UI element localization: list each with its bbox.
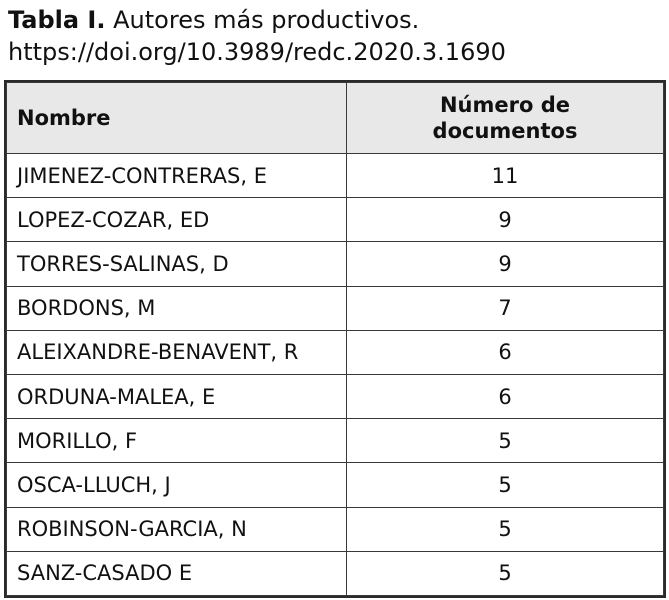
table-body: [7, 154, 664, 596]
author-name-cell: TORRES-SALINAS, D: [7, 242, 347, 286]
author-name-cell: BORDONS, M: [7, 286, 347, 330]
author-name-cell: OSCA-LLUCH, J: [7, 463, 347, 507]
header-count-line2: documentos: [432, 119, 578, 143]
table-row: [7, 154, 664, 198]
caption-title-line: [8, 4, 506, 36]
header-row: [7, 83, 664, 154]
header-count-line1: Número de: [439, 93, 571, 117]
author-name-cell: ALEIXANDRE-BENAVENT, R: [7, 330, 347, 374]
table-row: [7, 507, 664, 551]
table-row: [7, 419, 664, 463]
table-caption: [8, 4, 506, 68]
author-name-cell: ROBINSON-GARCIA, N: [7, 507, 347, 551]
table-row: [7, 242, 664, 286]
author-name-cell: MORILLO, F: [7, 419, 347, 463]
document-count-cell: 9: [347, 198, 664, 242]
table-row: [7, 551, 664, 595]
table-row: [7, 374, 664, 418]
document-count-cell: 5: [347, 551, 664, 595]
document-count-cell: 6: [347, 330, 664, 374]
table-row: [7, 463, 664, 507]
caption-doi: https://doi.org/10.3989/redc.2020.3.1690: [8, 38, 506, 66]
author-name-cell: SANZ-CASADO E: [7, 551, 347, 595]
authors-table-wrapper: [4, 80, 666, 598]
document-count-cell: 7: [347, 286, 664, 330]
author-name-cell: ORDUNA-MALEA, E: [7, 374, 347, 418]
authors-table: [6, 82, 664, 596]
document-count-cell: 9: [347, 242, 664, 286]
caption-title: Autores más productivos.: [113, 6, 420, 34]
header-name: Nombre: [7, 83, 347, 154]
document-count-cell: 11: [347, 154, 664, 198]
document-count-cell: 5: [347, 507, 664, 551]
author-name-cell: LOPEZ-COZAR, ED: [7, 198, 347, 242]
table-row: [7, 198, 664, 242]
author-name-cell: JIMENEZ-CONTRERAS, E: [7, 154, 347, 198]
document-count-cell: 5: [347, 419, 664, 463]
document-count-cell: 6: [347, 374, 664, 418]
caption-label: Tabla I.: [8, 6, 106, 34]
document-count-cell: 5: [347, 463, 664, 507]
table-row: [7, 330, 664, 374]
header-count: [347, 83, 664, 154]
table-row: [7, 286, 664, 330]
